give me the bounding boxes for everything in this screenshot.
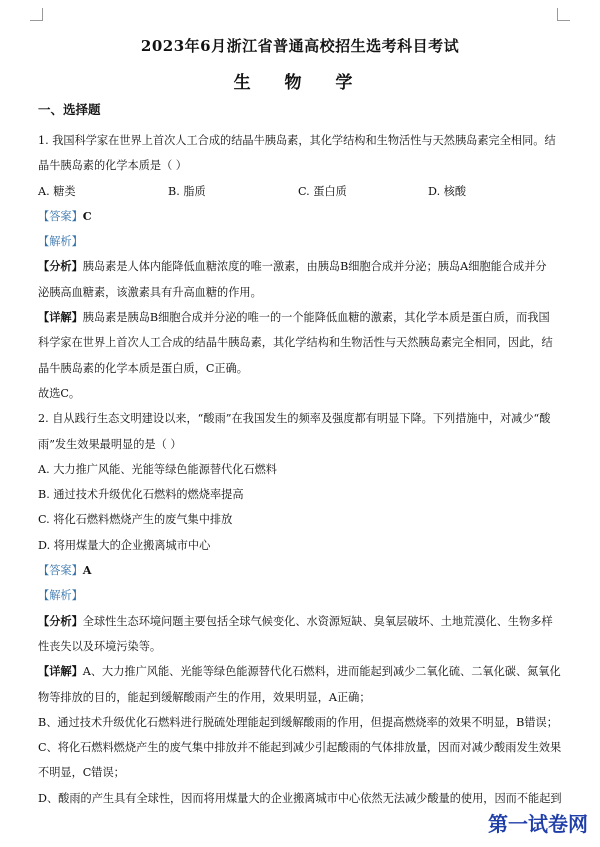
q2-stem-line1: 2. 自从践行生态文明建设以来，“酸雨”在我国发生的频率及强度都有明显下降。下列措施中，对减少“酸 <box>38 412 551 426</box>
q1-answer-value: C <box>82 208 92 223</box>
q2-fenxi-line1 <box>38 609 564 634</box>
q2-xiangjie-text1: A、大力推广风能、光能等绿色能源替代化石燃料，进而能起到减少二氧化硫、二氧化碳、氮氧化 <box>82 665 561 679</box>
q1-xiangjie-line1 <box>38 305 564 330</box>
q2-d-explanation: D、酸雨的产生具有全球性，因而将用煤量大的企业搬离城市中心依然无法减少酸量的使用，因而不能起到 <box>38 791 562 805</box>
q2-analysis <box>38 583 564 608</box>
section-heading: 一、选择题 <box>38 102 101 117</box>
q1-conclusion: 故选C。 <box>38 386 81 400</box>
q2-answer-tag: 【答案】 <box>38 564 83 578</box>
q1-fenxi-line1 <box>38 254 564 279</box>
exam-title: 2023年6月浙江省普通高校招生选考科目考试 <box>140 37 460 55</box>
q1-option-a: A. 糖类 <box>38 184 76 198</box>
q1-stem-line2: 晶牛胰岛素的化学本质是（ ） <box>38 159 187 173</box>
q2-stem-line2: 雨”发生效果最明显的是（ ） <box>38 437 182 451</box>
q2-option-a: A. 大力推广风能、光能等绿色能源替代化石燃料 <box>38 462 277 476</box>
q1-fenxi-line2: 泌胰高血糖素，该激素具有升高血糖的作用。 <box>38 285 262 299</box>
exam-subject: 生 物 学 <box>233 73 367 93</box>
q2-fenxi-tag: 【分析】 <box>38 613 83 628</box>
q1-option-c: C. 蛋白质 <box>298 184 347 198</box>
q1-xiangjie-tag: 【详解】 <box>38 310 83 325</box>
q2-option-b: B. 通过技术升级优化石燃料的燃烧率提高 <box>38 488 244 502</box>
q1-options <box>38 179 564 204</box>
q1-xiangjie-line3: 晶牛胰岛素的化学本质是蛋白质，C正确。 <box>38 361 248 375</box>
q2-fenxi-line2: 性丧失以及环境污染等。 <box>38 639 162 653</box>
q2-xiangjie-line1 <box>38 659 564 684</box>
q1-analysis <box>38 229 564 254</box>
crop-mark-top-right <box>557 8 570 21</box>
q1-xiangjie-line2: 科学家在世界上首次人工合成的结晶牛胰岛素，其化学结构和生物活性与天然胰岛素完全相同，因此，结 <box>38 336 553 350</box>
q2-b-explanation: B、通过技术升级优化石燃料进行脱硫处理能起到缓解酸雨的作用，但提高燃烧率的效果不明显，B错误； <box>38 715 558 729</box>
q1-answer-tag: 【答案】 <box>38 209 83 223</box>
document-body <box>38 100 564 811</box>
site-watermark: 第一试卷网 <box>488 812 588 836</box>
q2-analysis-tag: 【解析】 <box>38 589 83 603</box>
q1-answer <box>38 204 564 229</box>
crop-mark-top-left <box>30 8 43 21</box>
q2-fenxi-text1: 全球性生态环境问题主要包括全球气候变化、水资源短缺、臭氧层破坏、土地荒漠化、生物多样 <box>82 614 553 628</box>
q1-fenxi-tag: 【分析】 <box>38 259 83 274</box>
q1-stem-line1: 1. 我国科学家在世界上首次人工合成的结晶牛胰岛素，其化学结构和生物活性与天然胰岛素完全相同。结 <box>38 134 556 147</box>
q2-option-d: D. 将用煤量大的企业搬离城市中心 <box>38 538 211 552</box>
q2-c-explanation-line2: 不明显，C错误； <box>38 766 125 780</box>
q2-c-explanation-line1: C、将化石燃料燃烧产生的废气集中排放并不能起到减少引起酸雨的气体排放量，因而对减少酸雨发生效果 <box>38 741 562 755</box>
q2-xiangjie-line2: 物等排放的目的，能起到缓解酸雨产生的作用，效果明显，A正确； <box>38 690 371 704</box>
q1-xiangjie-text1: 胰岛素是胰岛B细胞合成并分泌的唯一的一个能降低血糖的激素，其化学本质是蛋白质，而我国 <box>82 311 550 325</box>
q2-answer-value: A <box>82 563 92 578</box>
q2-option-c: C. 将化石燃料燃烧产生的废气集中排放 <box>38 513 233 527</box>
q1-option-b: B. 脂质 <box>168 184 206 198</box>
q1-option-d: D. 核酸 <box>428 184 467 198</box>
q2-xiangjie-tag: 【详解】 <box>38 664 83 679</box>
q1-fenxi-text1: 胰岛素是人体内能降低血糖浓度的唯一激素，由胰岛B细胞合成并分泌；胰岛A细胞能合成并分 <box>82 260 547 274</box>
q1-analysis-tag: 【解析】 <box>38 235 83 249</box>
q2-answer <box>38 558 564 583</box>
